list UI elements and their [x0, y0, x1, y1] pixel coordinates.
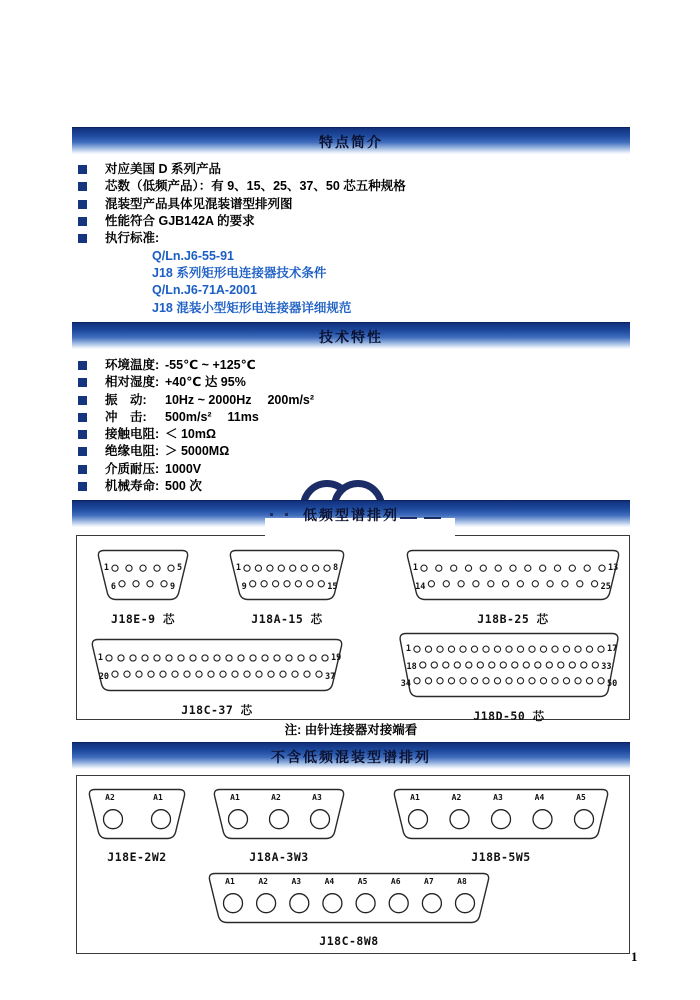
bullet-square-icon — [78, 361, 87, 370]
connector-label: J18C-37 芯 — [181, 703, 253, 717]
svg-text:1: 1 — [103, 563, 109, 574]
connector-j18a-3w3-diagram — [211, 788, 347, 840]
svg-text:1: 1 — [97, 652, 103, 663]
bullet-square-icon — [78, 234, 87, 243]
connector-j18e-9-diagram — [95, 549, 191, 601]
svg-text:50: 50 — [607, 678, 618, 689]
connector-j18e-2w2-diagram — [86, 788, 188, 840]
bullet-text: 执行标准: — [105, 231, 160, 246]
svg-text:20: 20 — [98, 672, 109, 683]
svg-text:15: 15 — [327, 581, 338, 592]
spec-label: 接触电阻: — [105, 427, 160, 442]
tech-spec-row — [78, 392, 623, 409]
spec-value: +40℃ 达 95% — [165, 375, 246, 390]
svg-text:33: 33 — [601, 662, 612, 672]
features-bullet-list — [78, 161, 623, 247]
spec-value: 500m/s² 11ms — [165, 409, 259, 424]
connector-label: J18E-2W2 — [107, 850, 167, 864]
section-header-features — [72, 127, 630, 154]
connector-j18a-3w3 — [211, 788, 347, 864]
connector-j18b-25 — [404, 549, 622, 627]
bullet-square-icon — [78, 217, 87, 226]
svg-text:1: 1 — [412, 563, 418, 574]
connector-label: J18D-50 芯 — [473, 709, 545, 723]
feature-bullet-item — [78, 161, 623, 178]
section-header-mixed — [72, 742, 630, 769]
spec-label: 振 动: — [105, 392, 147, 407]
standard-link[interactable]: J18 系列矩形电连接器技术条件 — [152, 266, 327, 281]
connector-j18e-2w2 — [86, 788, 188, 864]
svg-text:A2: A2 — [258, 877, 268, 886]
bullet-text: 对应美国 D 系列产品 — [105, 162, 221, 176]
connector-label: J18A-3W3 — [249, 850, 309, 864]
svg-text:A7: A7 — [424, 877, 434, 886]
tech-spec-row — [78, 461, 623, 478]
connector-label: J18B-25 芯 — [477, 612, 549, 626]
connector-j18c-37 — [89, 638, 345, 718]
connector-j18c-37-diagram — [89, 638, 345, 692]
svg-text:A2: A2 — [271, 793, 281, 802]
connector-j18b-25-diagram — [404, 549, 622, 601]
section-title: 不含低频混装型谱排列 — [271, 749, 431, 765]
bullet-square-icon — [78, 482, 87, 491]
bullet-square-icon — [78, 413, 87, 422]
connector-j18e-9 — [95, 549, 191, 627]
connector-j18a-15-diagram — [227, 549, 347, 601]
feature-bullet-item — [78, 178, 623, 195]
spec-label: 冲 击: — [105, 409, 147, 424]
feature-bullet-item — [78, 196, 623, 213]
svg-text:17: 17 — [607, 644, 618, 655]
bullet-square-icon — [78, 396, 87, 405]
connector-label: J18C-8W8 — [319, 934, 379, 948]
standard-link[interactable]: Q/Ln.J6-55-91 — [152, 249, 234, 263]
standards-link-list — [152, 248, 612, 317]
bullet-square-icon — [78, 465, 87, 474]
svg-text:A1: A1 — [153, 793, 163, 802]
svg-text:1: 1 — [235, 563, 241, 574]
watermark-dash — [400, 517, 417, 519]
spec-label: 绝缘电阻: — [105, 444, 160, 459]
bullet-square-icon — [78, 378, 87, 387]
svg-text:6: 6 — [110, 581, 116, 592]
svg-text:A1: A1 — [230, 793, 240, 802]
section-title: 技术特性 — [319, 329, 383, 345]
spec-value: -55℃ ~ +125℃ — [165, 358, 256, 372]
bullet-square-icon — [78, 182, 87, 191]
svg-text:A3: A3 — [291, 877, 302, 886]
svg-text:5: 5 — [177, 563, 183, 574]
svg-text:8: 8 — [333, 563, 339, 574]
section-header-low-freq — [72, 500, 630, 527]
spec-value: 500 次 — [165, 479, 202, 494]
connector-j18c-8w8 — [206, 872, 492, 948]
viewing-note: 注: 由针连接器对接端看 — [284, 723, 418, 737]
standard-link[interactable]: Q/Ln.J6-71A-2001 — [152, 283, 257, 298]
svg-text:A4: A4 — [324, 877, 335, 886]
connector-label: J18A-15 芯 — [251, 612, 323, 626]
tech-spec-row — [78, 443, 623, 460]
svg-text:18: 18 — [406, 662, 417, 672]
spec-value: 10Hz ~ 2000Hz 200m/s² — [165, 392, 315, 407]
bullet-square-icon — [78, 165, 87, 174]
svg-text:A2: A2 — [105, 793, 115, 802]
bullet-square-icon — [78, 430, 87, 439]
section-title: 特点简介 — [319, 134, 383, 150]
spec-label: 机械寿命: — [105, 479, 160, 494]
tech-spec-row — [78, 357, 623, 374]
svg-text:A8: A8 — [457, 877, 467, 886]
bullet-text: 混装型产品具体见混装谱型排列图 — [105, 196, 293, 211]
mixed-diagram-box — [76, 775, 630, 954]
svg-text:9: 9 — [241, 581, 247, 592]
svg-text:A5: A5 — [576, 793, 586, 802]
connector-j18a-15 — [227, 549, 347, 627]
svg-text:34: 34 — [400, 678, 411, 689]
bullet-text: 性能符合 GJB142A 的要求 — [105, 213, 255, 228]
spec-label: 相对湿度: — [105, 375, 160, 390]
tech-spec-list — [78, 357, 623, 495]
section-header-tech — [72, 322, 630, 349]
svg-text:19: 19 — [331, 652, 342, 663]
svg-text:A3: A3 — [493, 793, 503, 802]
watermark-dot — [285, 513, 288, 516]
connector-j18d-50-diagram — [397, 632, 621, 698]
svg-text:9: 9 — [170, 581, 176, 592]
connector-j18c-8w8-diagram — [206, 872, 492, 924]
svg-text:A6: A6 — [390, 877, 401, 886]
connector-j18b-5w5-diagram — [391, 788, 611, 840]
watermark-dot — [270, 513, 273, 516]
section-title: 低频型谱排列 — [303, 507, 399, 523]
spec-value: 1000V — [165, 461, 202, 476]
feature-bullet-item — [78, 213, 623, 230]
svg-text:A4: A4 — [534, 793, 545, 802]
connector-j18d-50 — [397, 632, 621, 724]
svg-text:1: 1 — [405, 644, 411, 655]
spec-value: ＜ 10mΩ — [165, 427, 217, 442]
low-freq-diagram-box — [76, 535, 630, 723]
spec-value: ＞ 5000MΩ — [165, 444, 230, 459]
connector-label: J18B-5W5 — [471, 850, 531, 864]
svg-text:14: 14 — [415, 581, 426, 592]
connector-label: J18E-9 芯 — [111, 612, 175, 626]
svg-text:A5: A5 — [357, 877, 368, 886]
bullet-square-icon — [78, 200, 87, 209]
standard-link[interactable]: J18 混装小型矩形电连接器详细规范 — [152, 300, 352, 315]
watermark-dash — [424, 517, 441, 519]
svg-text:A1: A1 — [410, 793, 420, 802]
svg-text:A1: A1 — [225, 877, 235, 886]
svg-text:A3: A3 — [312, 793, 322, 802]
feature-bullet-item — [78, 230, 623, 247]
svg-text:13: 13 — [608, 563, 619, 574]
bullet-text: 芯数（低频产品）：有 9、15、25、37、50 芯五种规格 — [105, 179, 406, 194]
svg-text:25: 25 — [600, 581, 611, 592]
spec-label: 环境温度: — [105, 358, 160, 372]
connector-j18b-5w5 — [391, 788, 611, 864]
tech-spec-row — [78, 409, 623, 426]
spec-label: 介质耐压: — [105, 461, 160, 476]
tech-spec-row — [78, 374, 623, 391]
tech-spec-row — [78, 426, 623, 443]
bullet-square-icon — [78, 447, 87, 456]
svg-text:37: 37 — [325, 672, 336, 683]
svg-text:A2: A2 — [451, 793, 462, 802]
page-number: 1 — [631, 949, 638, 964]
